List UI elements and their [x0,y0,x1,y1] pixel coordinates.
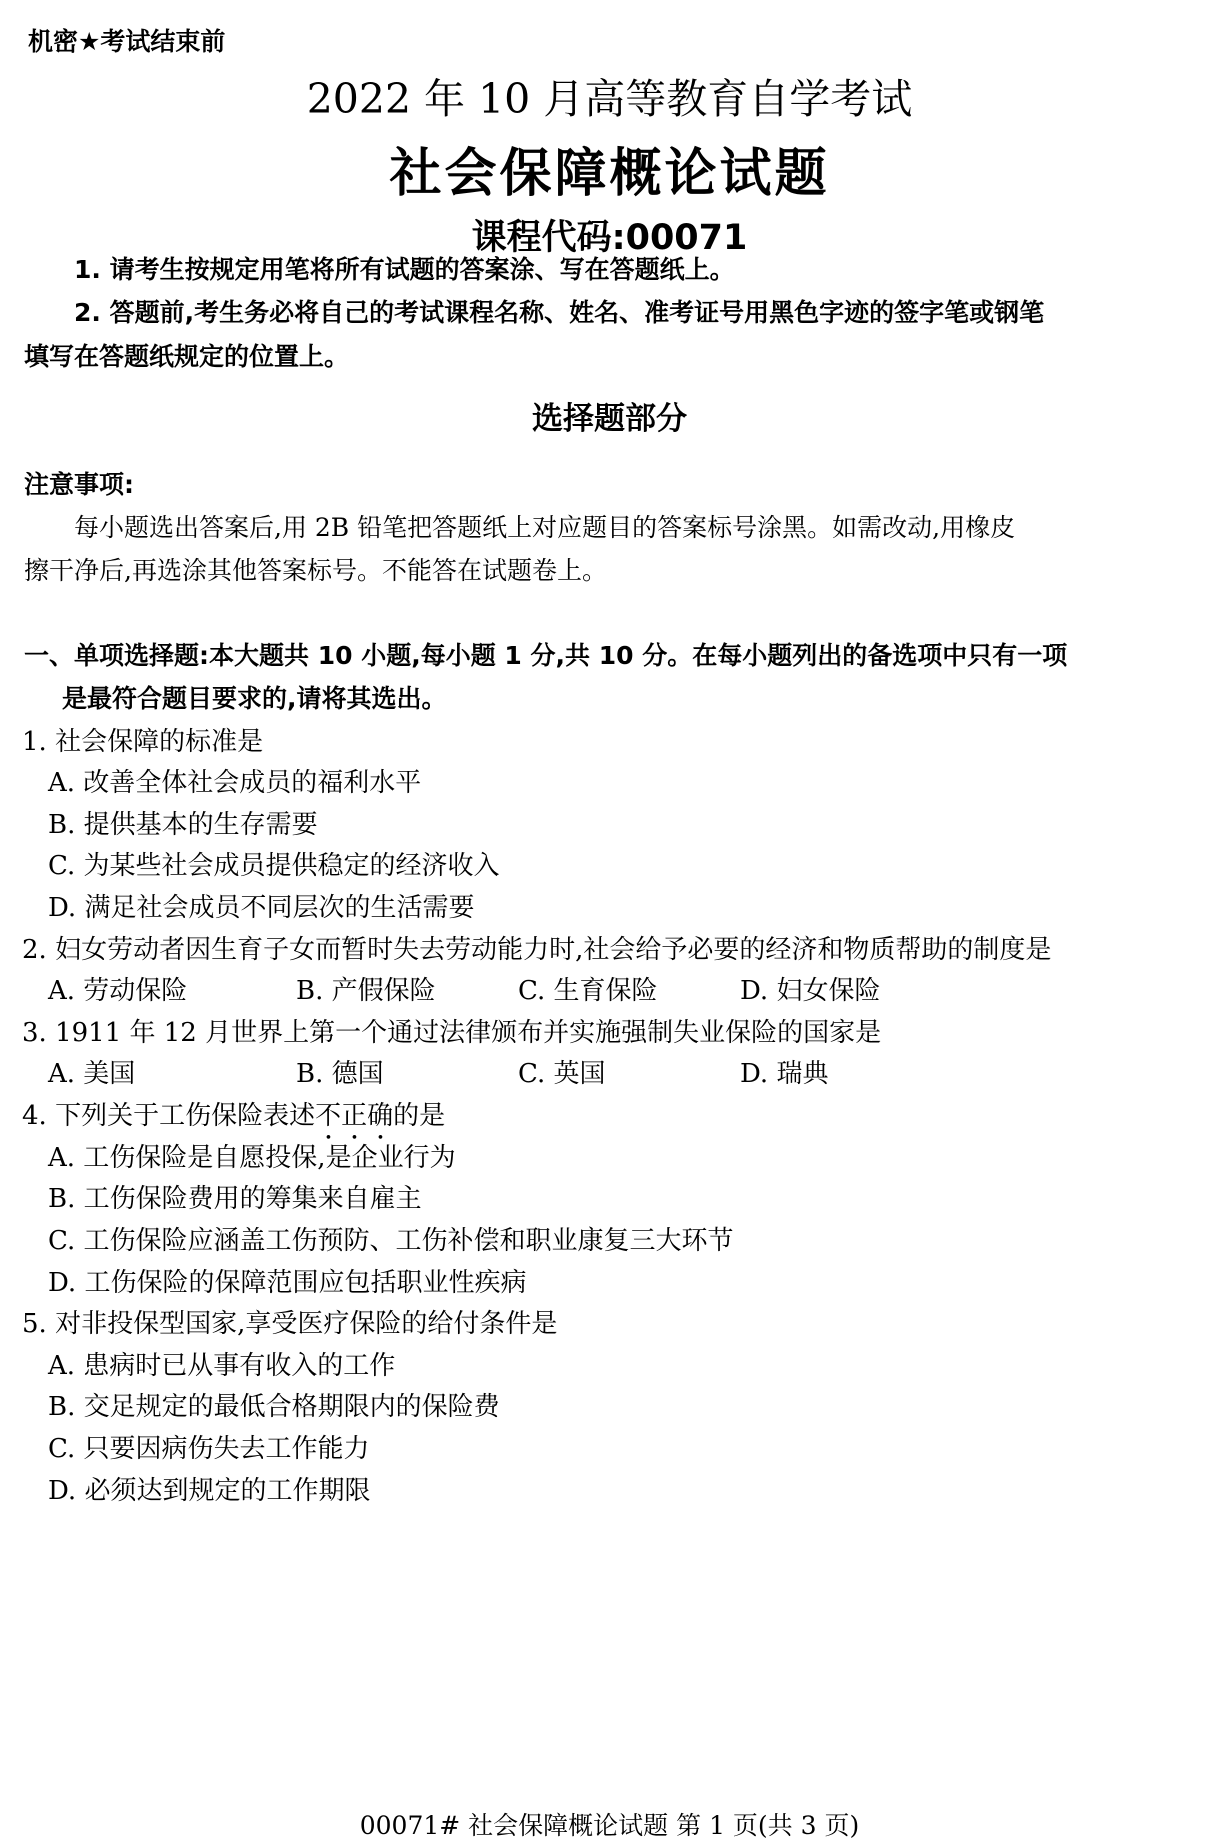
q5-option-a: A. 患病时已从事有收入的工作 [48,1351,396,1381]
q1-option-a: A. 改善全体社会成员的福利水平 [48,768,422,798]
q2-option-c: C. 生育保险 [518,976,658,1006]
q2-option-b: B. 产假保险 [296,976,436,1006]
part-one-heading-cont: 是最符合题目要求的,请将其选出。 [62,684,447,713]
q5-option-c: C. 只要因病伤失去工作能力 [48,1434,370,1464]
q2-option-a: A. 劳动保险 [48,976,188,1006]
q4-option-a: A. 工伤保险是自愿投保,是企业行为 [48,1143,456,1173]
q3-option-d: D. 瑞典 [740,1059,829,1089]
section-title: 选择题部分 [532,401,687,437]
q1-option-b: B. 提供基本的生存需要 [48,810,318,840]
q4-stem-pre: 4. 下列关于工伤保险表述 [22,1101,316,1131]
q1-option-d: D. 满足社会成员不同层次的生活需要 [48,893,475,923]
question-5: 5. 对非投保型国家,享受医疗保险的给付条件是 [22,1309,558,1339]
q4-option-d: D. 工伤保险的保障范围应包括职业性疾病 [48,1268,527,1298]
part-one-heading: 一、单项选择题:本大题共 10 小题,每小题 1 分,共 10 分。在每小题列出的备选项中只有一项 [24,641,1068,670]
q3-option-b: B. 德国 [296,1059,384,1089]
course-code: 课程代码:00071 [471,218,748,258]
question-1: 1. 社会保障的标准是 [22,727,264,757]
q2-option-d: D. 妇女保险 [740,976,881,1006]
question-2: 2. 妇女劳动者因生育子女而暂时失去劳动能力时,社会给予必要的经济和物质帮助的制度是 [22,935,1052,965]
notice-line-1: 每小题选出答案后,用 2B 铅笔把答题纸上对应题目的答案标号涂黑。如需改动,用橡皮 [74,513,1016,542]
q4-option-c: C. 工伤保险应涵盖工伤预防、工伤补偿和职业康复三大环节 [48,1226,734,1256]
question-3: 3. 1911 年 12 月世界上第一个通过法律颁布并实施强制失业保险的国家是 [22,1018,882,1048]
notice-label: 注意事项: [24,470,134,499]
q5-option-d: D. 必须达到规定的工作期限 [48,1476,371,1506]
q4-stem-post: 的是 [393,1101,446,1131]
subject-title: 社会保障概论试题 [389,144,830,204]
exam-title: 2022 年 10 月高等教育自学考试 [306,75,913,123]
q5-option-b: B. 交足规定的最低合格期限内的保险费 [48,1392,500,1422]
instruction-2-cont: 填写在答题纸规定的位置上。 [24,342,350,371]
instruction-1: 1. 请考生按规定用笔将所有试题的答案涂、写在答题纸上。 [74,255,735,284]
instruction-2: 2. 答题前,考生务必将自己的考试课程名称、姓名、准考证号用黑色字迹的签字笔或钢笔 [74,298,1045,327]
page-footer: 00071# 社会保障概论试题 第 1 页(共 3 页) [359,1811,860,1840]
confidential-label: 机密★考试结束前 [28,27,226,56]
q4-option-b: B. 工伤保险费用的筹集来自雇主 [48,1184,422,1214]
notice-line-2: 擦干净后,再选涂其他答案标号。不能答在试题卷上。 [24,556,607,585]
q3-option-c: C. 英国 [518,1059,606,1089]
q4-stem-emphasis: 不正确 [315,1101,394,1131]
q1-option-c: C. 为某些社会成员提供稳定的经济收入 [48,851,500,881]
q3-option-a: A. 美国 [48,1059,136,1089]
